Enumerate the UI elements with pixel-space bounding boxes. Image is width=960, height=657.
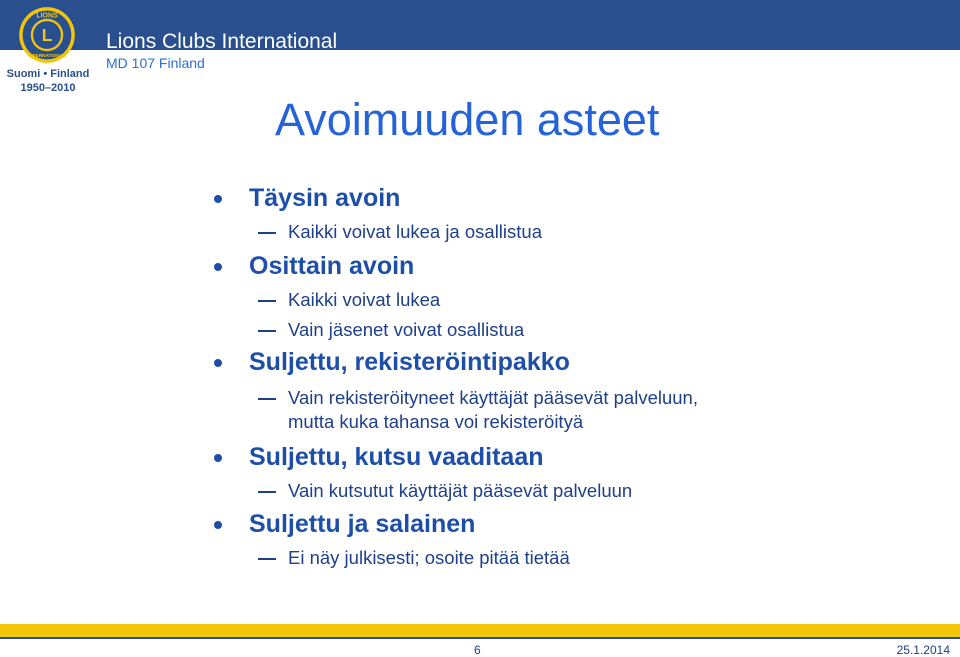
bullet-icon xyxy=(214,359,222,367)
page-title: Avoimuuden asteet xyxy=(275,94,660,145)
dash-icon xyxy=(258,232,276,234)
bullet-icon xyxy=(214,195,222,203)
footer-accent-bar xyxy=(0,624,960,637)
list-subitem: Ei näy julkisesti; osoite pitää tietää xyxy=(288,547,570,568)
bullet-icon xyxy=(214,263,222,271)
org-name: Lions Clubs International xyxy=(106,30,338,53)
lions-logo xyxy=(18,6,76,64)
logo-caption-country: Suomi • Finland xyxy=(6,68,90,80)
dash-icon xyxy=(258,558,276,560)
list-item-heading: Osittain avoin xyxy=(249,252,415,280)
list-item-heading: Suljettu, kutsu vaaditaan xyxy=(249,443,544,471)
footer-divider xyxy=(0,637,960,639)
list-item-heading: Suljettu, rekisteröintipakko xyxy=(249,348,570,376)
dash-icon xyxy=(258,330,276,332)
list-subitem: Vain rekisteröityneet käyttäjät pääsevät palveluun, xyxy=(288,387,698,408)
dash-icon xyxy=(258,491,276,493)
list-subitem: Kaikki voivat lukea xyxy=(288,289,441,310)
list-subitem: Vain jäsenet voivat osallistua xyxy=(288,319,525,340)
list-subitem: Vain kutsutut käyttäjät pääsevät palveluun xyxy=(288,480,633,501)
list-item-heading: Suljettu ja salainen xyxy=(249,510,476,538)
bullet-icon xyxy=(214,521,222,529)
footer-date: 25.1.2014 xyxy=(896,643,950,657)
bullet-icon xyxy=(214,454,222,462)
dash-icon xyxy=(258,398,276,400)
list-subitem-continuation: mutta kuka tahansa voi rekisteröityä xyxy=(288,411,584,432)
page-number: 6 xyxy=(474,643,481,657)
org-subtitle: MD 107 Finland xyxy=(106,55,205,71)
logo-text: LIONS xyxy=(36,12,58,20)
list-subitem: Kaikki voivat lukea ja osallistua xyxy=(288,221,542,242)
dash-icon xyxy=(258,300,276,302)
logo-ring-text: INTERNATIONAL xyxy=(28,53,66,59)
logo-letter: L xyxy=(41,24,53,45)
list-item-heading: Täysin avoin xyxy=(249,184,401,212)
logo-caption-years: 1950–2010 xyxy=(20,82,76,94)
